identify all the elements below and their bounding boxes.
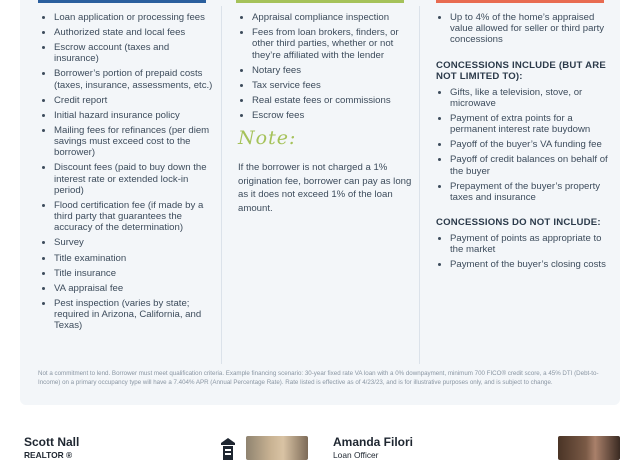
agent-name: Scott Nall [24, 435, 80, 449]
list-item: Appraisal compliance inspection [238, 12, 413, 23]
list-item: VA appraisal fee [40, 283, 215, 294]
list-item: Escrow account (taxes and insurance) [40, 42, 215, 64]
list-item: Fees from loan brokers, finders, or other third parties, whether or not they’re affiliated with the lender [238, 27, 413, 61]
list-item: Pest inspection (varies by state; required in Arizona, California, and Texas) [40, 298, 215, 332]
agent-title: REALTOR ® [24, 450, 73, 460]
list-item: Mailing fees for refinances (per diem savings must exceed cost to the borrower) [40, 125, 215, 159]
list-item: Payment of extra points for a permanent interest rate buydown [436, 113, 616, 135]
column-accent-bar-green [236, 0, 404, 3]
list-item: Payoff of credit balances on behalf of the buyer [436, 154, 616, 176]
list-item: Payment of points as appropriate to the market [436, 233, 616, 255]
officer-name: Amanda Filori [333, 435, 414, 449]
list-item: Gifts, like a television, stove, or microwave [436, 87, 616, 109]
list-item: Notary fees [238, 65, 413, 76]
note-text: If the borrower is not charged a 1% origination fee, borrower can pay as long as it does not exceed 1% of the loan amount. [238, 162, 412, 214]
concessions-column [436, 12, 616, 274]
concessions-summary-list [436, 12, 616, 46]
list-item: Borrower’s portion of prepaid costs (taxes, insurance, assessments, etc.) [40, 68, 215, 90]
equal-housing-icon [220, 437, 236, 460]
list-item: Payment of the buyer’s closing costs [436, 259, 616, 270]
column-divider [419, 6, 420, 364]
list-item: Flood certification fee (if made by a third party that guarantees the accuracy of the determination) [40, 200, 215, 234]
list-item: Real estate fees or commissions [238, 95, 413, 106]
list-item: Title insurance [40, 268, 215, 279]
allowable-fees-column [40, 12, 215, 335]
list-item: Authorized state and local fees [40, 27, 215, 38]
list-item: Discount fees (paid to buy down the interest rate or extended lock-in period) [40, 162, 215, 196]
list-item: Survey [40, 237, 215, 248]
column-divider [221, 6, 222, 364]
concessions-include-heading: CONCESSIONS INCLUDE (BUT ARE NOT LIMITED TO): [436, 59, 606, 82]
concessions-exclude-list [436, 233, 616, 271]
list-item: Tax service fees [238, 80, 413, 91]
officer-photo [558, 436, 620, 460]
fees-list [238, 12, 413, 121]
column-accent-bar-blue [38, 0, 206, 3]
other-fees-column [238, 12, 413, 215]
note-title: Note: [238, 127, 297, 150]
officer-title: Loan Officer [333, 450, 379, 460]
list-item: Prepayment of the buyer’s property taxes and insurance [436, 181, 616, 203]
concessions-exclude-heading: CONCESSIONS DO NOT INCLUDE: [436, 217, 601, 228]
disclaimer-text: Not a commitment to lend. Borrower must meet qualification criteria. Example financing scenario: 30-year fixed rate VA loan with a 0% downpayment, minimum 700 FICO® credit score, a 45% DTI (Debt-to-Income) on a primary occupancy type will have a 7.404% APR (Annual Percentage Rate). Rate listed is effective as of 4/23/23, and is for illustrative purposes only, and is subject to change. [38, 370, 599, 386]
column-accent-bar-orange [436, 0, 604, 3]
list-item: Credit report [40, 95, 215, 106]
concessions-include-list [436, 87, 616, 203]
list-item: Up to 4% of the home’s appraised value allowed for seller or third party concessions [436, 12, 616, 46]
list-item: Payoff of the buyer’s VA funding fee [436, 139, 616, 150]
list-item: Loan application or processing fees [40, 12, 215, 23]
fees-list [40, 12, 215, 331]
list-item: Title examination [40, 253, 215, 264]
agent-photo [246, 436, 308, 460]
list-item: Escrow fees [238, 110, 413, 121]
list-item: Initial hazard insurance policy [40, 110, 215, 121]
